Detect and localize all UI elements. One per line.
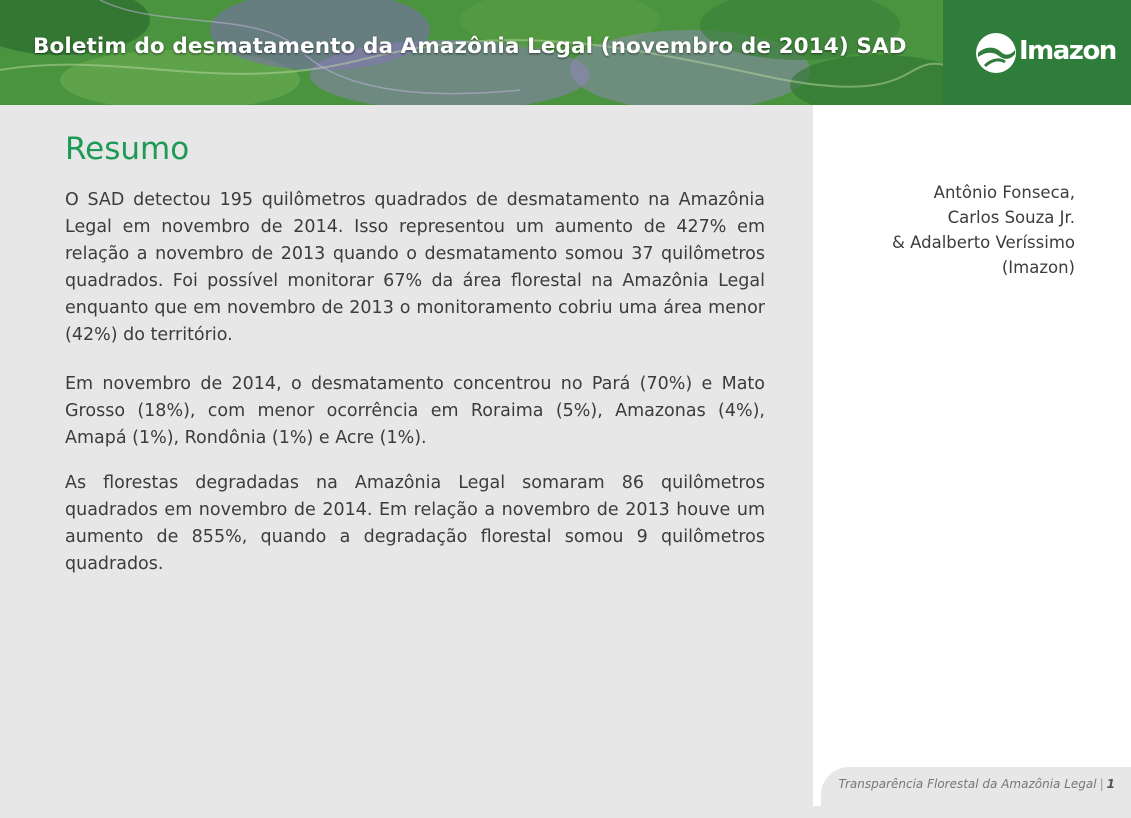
summary-paragraph: O SAD detectou 195 quilômetros quadrados de desmatamento na Amazônia Legal em novembro de 2014. Isso representou um aumento de 427% em relação a novembro de 2013 quando o desmatamento somou 37 quilômetros quadrados. Foi possível monitorar 67% da área florestal na Amazônia Legal enquanto que em novembro de 2013 o monitoramento cobriu uma área menor (42%) do território. [65, 190, 765, 345]
summary-paragraph: As florestas degradadas na Amazônia Legal somaram 86 quilômetros quadrados em novembro de 2014. Em relação a novembro de 2013 houve um aumento de 855%, quando a degradação florestal somou 9 quilômetros quadrados. [65, 473, 765, 574]
author-line: Carlos Souza Jr. [947, 208, 1075, 227]
authors-block [840, 180, 1075, 280]
footer [839, 777, 1115, 791]
author-line: (Imazon) [1001, 258, 1075, 277]
author-line: Antônio Fonseca, [933, 183, 1075, 202]
page-number: 1 [1106, 777, 1115, 791]
document-title: Boletim do desmatamento da Amazônia Legal (novembro de 2014) SAD [33, 34, 907, 59]
logo-wordmark: Imazon [1019, 36, 1116, 66]
footer-publication-name: Transparência Florestal da Amazônia Legal [838, 777, 1097, 791]
summary-paragraph: Em novembro de 2014, o desmatamento concentrou no Pará (70%) e Mato Grosso (18%), com menor ocorrência em Roraima (5%), Amazonas (4%), Amapá (1%), Rondônia (1%) e Acre (1%). [65, 374, 765, 448]
author-line: & Adalberto Veríssimo [892, 233, 1075, 252]
footer-tab [821, 767, 1131, 818]
footer-separator: | [1099, 777, 1104, 791]
section-heading: Resumo [65, 131, 190, 167]
imazon-logo-icon [975, 32, 1017, 74]
